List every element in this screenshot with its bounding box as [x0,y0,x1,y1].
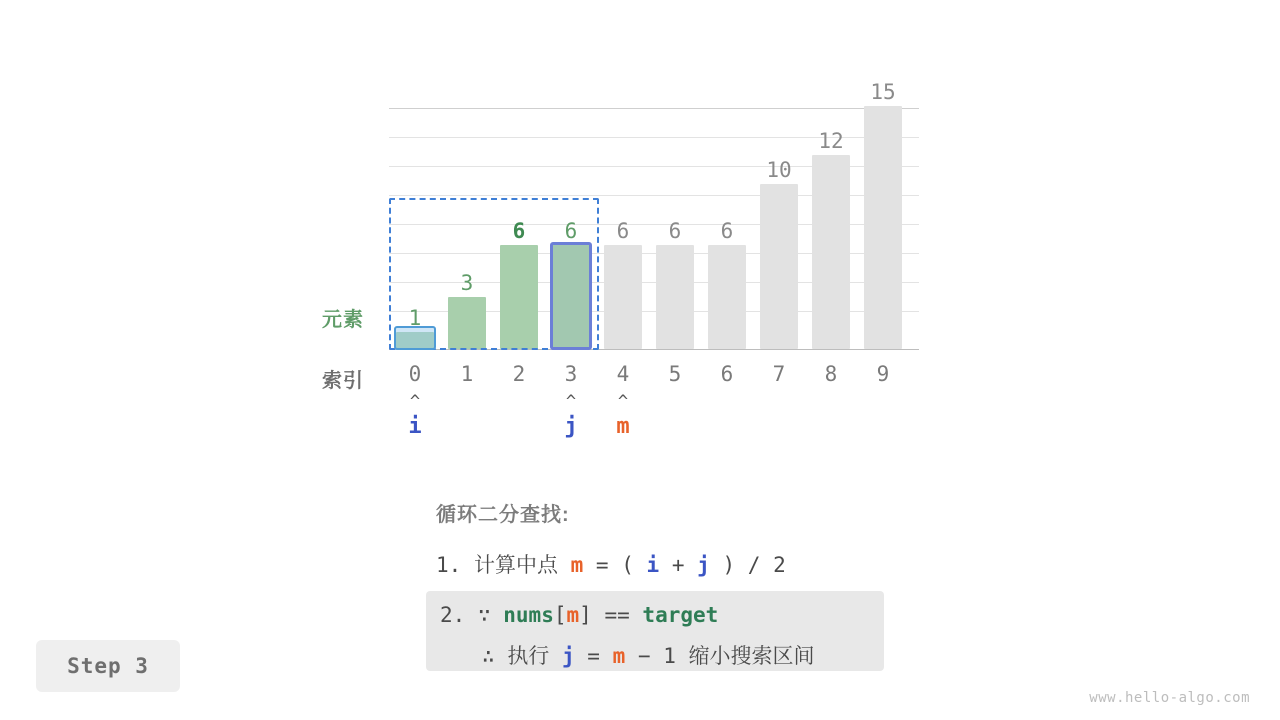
var-i: i [646,553,660,577]
pointer-label-j: j [564,414,578,439]
bar-value-label: 6 [668,219,682,243]
index-label-5: 5 [668,362,682,386]
paren-open: ( [621,553,634,577]
target-name: target [642,603,719,627]
because-symbol: ∵ [477,603,491,627]
pointer-j-highlight [550,242,592,350]
bar-value-label: 6 [616,219,630,243]
var-m: m [566,603,580,627]
literal-two: 2 [773,553,786,577]
bar-value-label: 12 [818,129,844,153]
exec-text: 执行 [507,645,550,668]
bar-value-label: 6 [720,219,734,243]
var-j: j [561,644,575,668]
bar-value-label: 3 [460,271,474,295]
step-1-number: 1. [436,553,462,577]
var-m: m [612,644,626,668]
step-badge: Step 3 [36,640,180,692]
bracket-close: ] [579,603,592,627]
array-name: nums [503,603,554,627]
shrink-text: 缩小搜索区间 [688,645,815,668]
index-row [389,362,919,392]
index-label-9: 9 [876,362,890,386]
target-element-marker [394,326,436,350]
explanation-line-3 [482,640,815,670]
equals-sign: = [587,644,600,668]
index-label-7: 7 [772,362,786,386]
step-2-number: 2. [440,603,466,627]
var-j: j [697,553,710,577]
minus-sign: − [637,644,651,668]
pointer-row [389,392,919,452]
plus-sign: + [671,553,685,577]
x-axis-label: 索引 [322,370,364,392]
pointer-label-m: m [616,414,630,439]
bar-value-label: 15 [870,80,896,104]
watermark: www.hello-algo.com [1089,690,1250,706]
bar-chart [389,80,919,350]
literal-one: 1 [663,644,676,668]
step-1-text: 计算中点 [473,554,558,577]
equality-operator: == [604,603,630,627]
caret-j-icon: ^ [565,392,577,412]
index-label-2: 2 [512,362,526,386]
index-label-6: 6 [720,362,734,386]
bar-value-label: 10 [766,158,792,182]
explanation-line-1 [436,549,786,579]
pointer-label-i: i [408,414,422,439]
caret-m-icon: ^ [617,392,629,412]
index-label-8: 8 [824,362,838,386]
divide-sign: / [747,553,761,577]
explanation-line-2 [440,603,718,627]
index-label-4: 4 [616,362,630,386]
var-m: m [570,553,584,577]
index-label-1: 1 [460,362,474,386]
index-label-3: 3 [564,362,578,386]
index-label-0: 0 [408,362,422,386]
bar-value-label: 6 [512,219,526,243]
caret-i-icon: ^ [409,392,421,412]
y-axis-label: 元素 [322,309,364,331]
equals-sign: = [595,553,609,577]
explanation-title: 循环二分查找: [436,504,570,526]
bracket-open: [ [553,603,567,627]
paren-close: ) [722,553,736,577]
bar-value-label: 1 [408,306,422,330]
bar-value-label: 6 [564,219,578,243]
therefore-symbol: ∴ [482,644,495,668]
